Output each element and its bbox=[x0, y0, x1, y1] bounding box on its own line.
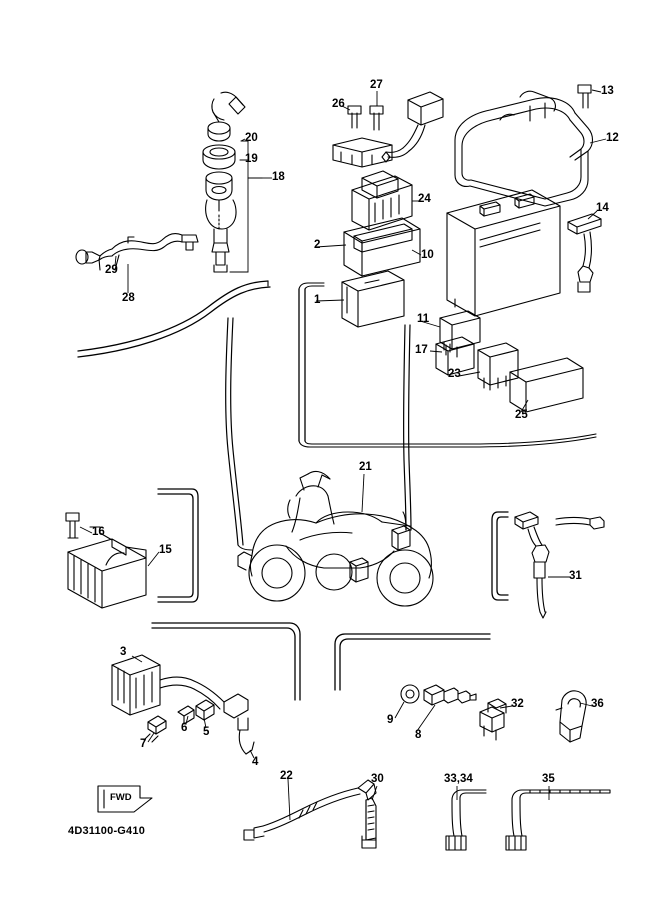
callout-21: 21 bbox=[359, 461, 372, 473]
callout-2: 2 bbox=[314, 239, 321, 251]
callout-14: 14 bbox=[596, 202, 609, 214]
fwd-direction-label: FWD bbox=[110, 792, 132, 803]
callout-30: 30 bbox=[371, 773, 384, 785]
callout-1: 1 bbox=[314, 294, 321, 306]
callout-20: 20 bbox=[245, 132, 258, 144]
callout-4: 4 bbox=[252, 756, 259, 768]
callout-36: 36 bbox=[591, 698, 604, 710]
callout-6: 6 bbox=[181, 722, 188, 734]
callout-7: 7 bbox=[140, 738, 147, 750]
callout-3: 3 bbox=[120, 646, 127, 658]
callout-25: 25 bbox=[515, 409, 528, 421]
callout-8: 8 bbox=[415, 729, 422, 741]
callout-10: 10 bbox=[421, 249, 434, 261]
callout-26: 26 bbox=[332, 98, 345, 110]
callout-33-34: 33,34 bbox=[444, 773, 473, 785]
callout-5: 5 bbox=[203, 726, 210, 738]
callout-18: 18 bbox=[272, 171, 285, 183]
callout-28: 28 bbox=[122, 292, 135, 304]
callout-27: 27 bbox=[370, 79, 383, 91]
callout-12: 12 bbox=[606, 132, 619, 144]
callout-24: 24 bbox=[418, 193, 431, 205]
callout-35: 35 bbox=[542, 773, 555, 785]
callout-15: 15 bbox=[159, 544, 172, 556]
callout-32: 32 bbox=[511, 698, 524, 710]
callout-16: 16 bbox=[92, 526, 105, 538]
part-code-label: 4D31100-G410 bbox=[68, 825, 146, 837]
callout-29: 29 bbox=[105, 264, 118, 276]
callout-17: 17 bbox=[415, 344, 428, 356]
callout-19: 19 bbox=[245, 153, 258, 165]
callout-23: 23 bbox=[448, 368, 461, 380]
callout-11: 11 bbox=[417, 313, 430, 325]
callout-9: 9 bbox=[387, 714, 394, 726]
callout-31: 31 bbox=[569, 570, 582, 582]
callout-13: 13 bbox=[601, 85, 614, 97]
callout-22: 22 bbox=[280, 770, 293, 782]
